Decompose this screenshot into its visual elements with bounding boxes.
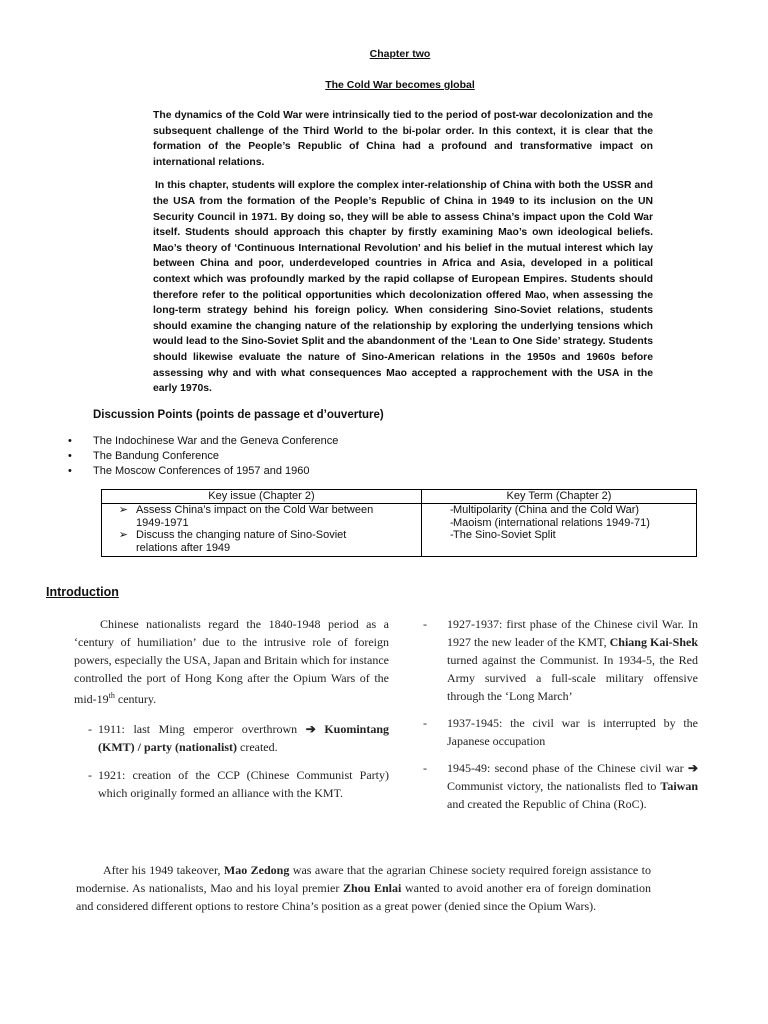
introduction-paragraph-mao: After his 1949 takeover, Mao Zedong was aware that the agrarian Chinese society required foreign assistance to modernise. As nationalists, Mao and his loyal premier Zhou Enlai wanted to avoid another era of foreign domination and considered different options to restore China’s position as a great power (denied since the Opium Wars). — [76, 863, 652, 913]
key-issues-table — [101, 489, 697, 557]
chapter-title: The Cold War becomes global — [325, 79, 475, 91]
key-issue-cell — [102, 504, 422, 557]
timeline-item-1911: - 1911: last Ming emperor overthrown ➔ Kuomintang (KMT) / party (nationalist) created. — [88, 722, 390, 754]
discussion-item: • The Moscow Conferences of 1957 and 1960 — [68, 464, 338, 479]
overview-paragraph-2: In this chapter, students will explore the complex inter-relationship of China with both the USSR and the USA from the formation of the People’s Republic of China in 1949 to its inclusion on the UN Security Council in 1971. By doing so, they will be able to assess China’s impact upon the Cold War itself. Students should approach this chapter by firstly examining Mao’s own ideological beliefs. Mao’s theory of ‘Continuous International Revolution’ and his belief in the mutual interest which lay between China and poor, underdeveloped countries in Africa and Asia, developed in a political context which was profoundly marked by the rapid collapse of European Empires. Students should therefore refer to the political opportunities which decolonization offered Mao, when assessing the long-term strategy behind his foreign policy. When considering Sino-Soviet relations, students should examine the changing nature of the relationship by exploring the underlying tensions which would lead to the Sino-Soviet Split and the abandonment of the ‘Lean to One Side’ strategy. Students should likewise evaluate the nature of Sino-American relations in the 1950s and 1960s before assessing why and with what consequences Mao accepted a rapprochement with the USA in the early 1970s. — [153, 180, 653, 395]
key-issue-text: Discuss the changing nature of Sino-Soviet — [136, 529, 347, 541]
arrow-bullet-icon: ➢ — [118, 504, 128, 516]
discussion-title: Discussion Points (points de passage et d’ouverture) — [93, 409, 384, 421]
key-issue-item — [102, 529, 421, 542]
key-term-text: The Sino-Soviet Split — [453, 529, 556, 541]
key-issue-text: Assess China’s impact on the Cold War between — [136, 504, 374, 516]
key-issue-continuation — [102, 542, 421, 555]
discussion-item: • The Bandung Conference — [68, 449, 338, 464]
discussion-list — [68, 434, 338, 479]
right-arrow-icon: ➔ — [305, 722, 316, 736]
dash-bullet: - — [450, 516, 454, 529]
key-term-header: Key Term (Chapter 2) — [422, 490, 697, 504]
key-term-item — [422, 517, 696, 530]
arrow-bullet-icon: ➢ — [118, 529, 128, 541]
timeline-item-1927: - 1927-1937: first phase of the Chinese civil War. In 1927 the new leader of the KMT, Chiang Kai-Shek turned against the Communist. In 1934-5, the Red Army survived a full-scale military offensive through the ‘Long March’ — [423, 617, 698, 703]
key-issue-text: relations after 1949 — [136, 541, 231, 554]
dash-bullet: - — [450, 504, 454, 516]
key-term-cell — [422, 504, 697, 557]
chapter-number: Chapter two — [369, 48, 431, 60]
key-term-item — [422, 529, 696, 542]
overview-paragraph-1: The dynamics of the Cold War were intrinsically tied to the period of post-war decolonization and the subsequent challenge of the Third World to the bi-polar order. In this context, it is clear that the formation of the People’s Republic of China had a profound and transformative impact on international relations. — [153, 110, 653, 168]
right-arrow-icon: ➔ — [687, 761, 698, 775]
key-term-item — [422, 504, 696, 517]
discussion-item: • The Indochinese War and the Geneva Conference — [68, 434, 338, 449]
introduction-left-column — [74, 615, 389, 802]
timeline-item-1937: - 1937-1945: the civil war is interrupted by the Japanese occupation — [423, 716, 698, 748]
introduction-heading: Introduction — [46, 585, 119, 599]
key-issue-header: Key issue (Chapter 2) — [102, 490, 422, 504]
key-issue-item — [102, 504, 421, 517]
introduction-right-column — [423, 615, 698, 822]
key-issue-text: 1949-1971 — [136, 516, 189, 529]
chapter-overview — [153, 108, 653, 397]
key-issue-continuation — [102, 517, 421, 530]
timeline-item-1921: - 1921: creation of the CCP (Chinese Communist Party) which originally formed an alliance with the KMT. — [88, 768, 389, 800]
key-term-text: Multipolarity (China and the Cold War) — [453, 504, 640, 516]
dash-bullet: - — [450, 529, 454, 541]
timeline-item-1945: - 1945-49: second phase of the Chinese civil war ➔ Communist victory, the nationalists fled to Taiwan and created the Republic of China (RoC). — [423, 761, 698, 811]
key-term-text: Maoism (international relations 1949-71) — [453, 516, 650, 529]
introduction-paragraph: Chinese nationalists regard the 1840-1948 period as a ‘century of humiliation’ due to the intrusive role of foreign powers, especially the USA, Japan and Britain which for instance controlled the port of Hong Kong after the Opium Wars of the mid-19th century. — [74, 617, 389, 706]
